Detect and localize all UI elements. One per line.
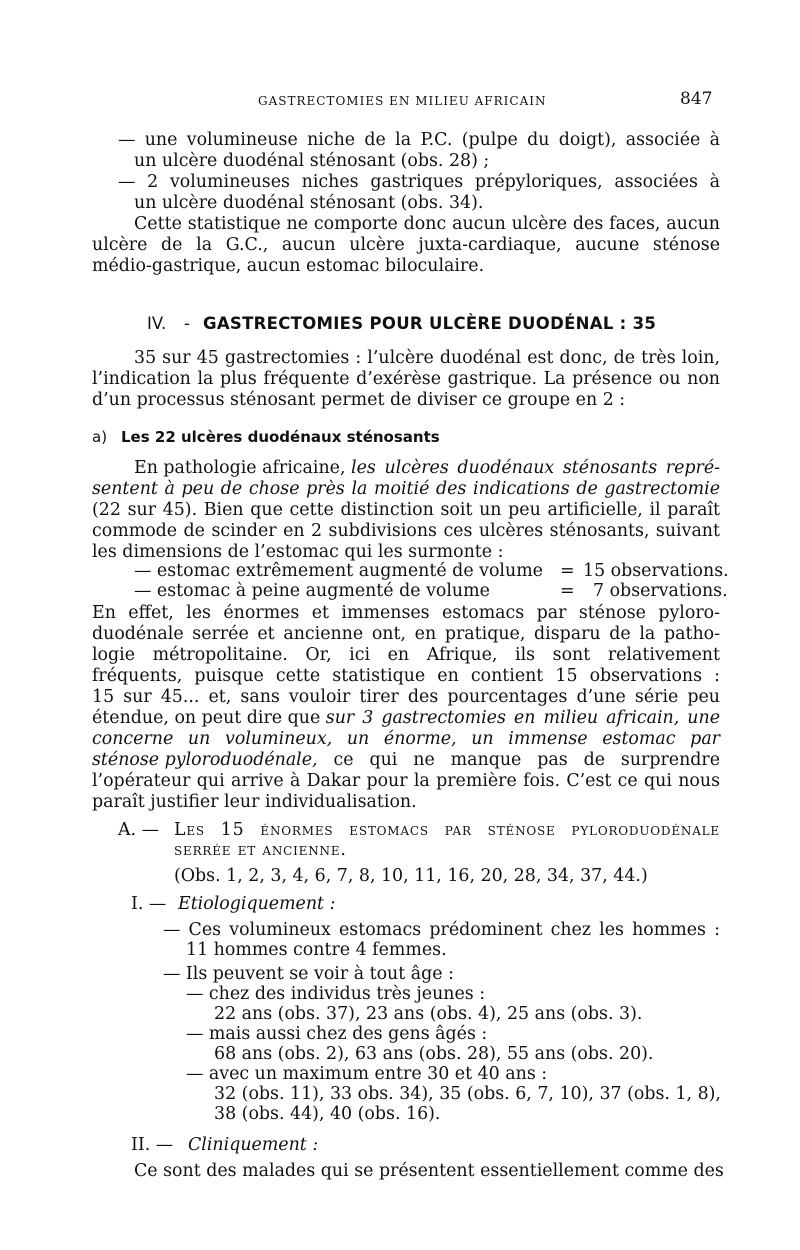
section-i-bullet-1-line-1: — Ces volumineux estomacs prédominent chez les hommes : [163, 920, 720, 940]
section-i-bullet-2-line-1: — Ils peuvent se voir à tout âge : [163, 964, 454, 984]
section-ii-title [188, 1135, 318, 1155]
section-i-title-italic: Etiologiquement : [178, 894, 336, 914]
paragraph-4-line-5: 15 sur 45... et, sans vouloir tirer des pourcentages d’une série peu [92, 687, 720, 707]
paragraph-4-line-9: l’opérateur qui arrive à Dakar pour la première fois. C’est ce qui nous [92, 771, 720, 791]
paragraph-2-line-1: 35 sur 45 gastrectomies : l’ulcère duodénal est donc, de très loin, [134, 348, 720, 368]
paragraph-1-line-3: médio-gastrique, aucun estomac biloculaire. [92, 256, 485, 276]
dimension-row-2-equals: = [560, 581, 575, 601]
paragraph-4-line-2: duodénale serrée et ancienne ont, en pratique, disparu de la patho- [92, 624, 720, 644]
section-i-sub-2-line-2: 68 ans (obs. 2), 63 ans (obs. 28), 55 ans (obs. 20). [214, 1044, 654, 1064]
paragraph-1-line-2: ulcère de la G.C., aucun ulcère juxta-cardiaque, aucune sténose [92, 235, 720, 255]
paragraph-2-line-3: d’un processus sténosant permet de diviser ce groupe en 2 : [92, 390, 626, 410]
dimension-row-1-value: 15 observations. [583, 561, 729, 581]
paragraph-1-line-1: Cette statistique ne comporte donc aucun ulcère des faces, aucun [134, 214, 720, 234]
paragraph-3-line-1-text: En pathologie africaine, [134, 458, 352, 478]
section-i-sub-3-line-1: — avec un maximum entre 30 et 40 ans : [186, 1064, 548, 1084]
intro-item-2-line-2: un ulcère duodénal sténosant (obs. 34). [134, 193, 484, 213]
paragraph-4-line-4: fréquents, puisque cette statistique en contient 15 observations : [92, 666, 720, 686]
section-i-sub-3-line-2: 32 (obs. 11), 33 obs. 34), 35 (obs. 6, 7, 10), 37 (obs. 1, 8), [214, 1084, 721, 1104]
dimension-row-2-value: 7 observations. [593, 581, 728, 601]
intro-item-1-line-2: un ulcère duodénal sténosant (obs. 28) ; [134, 151, 490, 171]
section-ii-label: II. — [131, 1135, 174, 1155]
section-4-dash: - [184, 314, 190, 333]
paragraph-4-line-10: paraît justifier leur individualisation. [92, 792, 417, 812]
paragraph-4-line-8-italic: sténose pyloroduodénale, [92, 750, 318, 770]
paragraph-4-line-6-italic: sur 3 gastrectomies en milieu africain, une [325, 708, 720, 728]
dimension-row-1-equals: = [560, 561, 575, 581]
paragraph-4-line-3: logie métropolitaine. Or, ici en Afrique, ils sont relativement [92, 645, 720, 665]
section-ii-line-1: Ce sont des malades qui se présentent essentiellement comme des [134, 1161, 724, 1181]
paragraph-4-line-6-text: étendue, on peut dire que [92, 708, 326, 728]
paragraph-3-line-1 [134, 458, 720, 478]
paragraph-4-line-6 [92, 708, 720, 728]
paragraph-4-line-8 [92, 750, 720, 770]
dimension-row-2-label: — estomac à peine augmenté de volume [134, 581, 490, 601]
paragraph-4-line-1: En effet, les énormes et immenses estomacs par sténose pyloro- [92, 603, 720, 623]
section-a-observation-list: (Obs. 1, 2, 3, 4, 6, 7, 8, 10, 11, 16, 20, 28, 34, 37, 44.) [174, 866, 648, 886]
subsection-a-title: Les 22 ulcères duodénaux sténosants [121, 428, 440, 446]
paragraph-3-line-5: les dimensions de l’estomac qui les surmonte : [92, 542, 504, 562]
section-i-sub-1-line-1: — chez des individus très jeunes : [186, 984, 486, 1004]
section-ii-title-italic: Cliniquement : [188, 1135, 319, 1155]
subsection-a-letter: a) [92, 428, 108, 446]
paragraph-3-line-1-italic: les ulcères duodénaux sténosants repré- [351, 458, 720, 478]
paragraph-4-line-7-italic: concerne un volumineux, un énorme, un immense estomac par [92, 729, 720, 749]
section-i-label: I. — [131, 894, 167, 914]
paragraph-4-line-7 [92, 729, 720, 749]
section-4-number: IV. [147, 314, 167, 333]
intro-item-2-line-1: — 2 volumineuses niches gastriques prépyloriques, associées à [118, 172, 720, 192]
section-a-label: A. — [118, 820, 160, 840]
section-i-title [178, 894, 335, 914]
section-i-sub-3-line-3: 38 (obs. 44), 40 (obs. 16). [214, 1104, 441, 1124]
paragraph-3-line-4: commode de scinder en 2 subdivisions ces ulcères sténosants, suivant [92, 521, 720, 541]
running-title: GASTRECTOMIES EN MILIEU AFRICAIN [258, 94, 547, 108]
paragraph-3-line-2-italic: sentent à peu de chose près la moitié des indications de gastrectomie [92, 479, 720, 499]
paragraph-2-line-2: l’indication la plus fréquente d’exérèse gastrique. La présence ou non [92, 369, 720, 389]
section-i-bullet-1-line-2: 11 hommes contre 4 femmes. [186, 940, 447, 960]
dimension-row-1-label: — estomac extrêmement augmenté de volume [134, 561, 543, 581]
section-a-title-line-2: serrée et ancienne. [174, 840, 347, 860]
paragraph-3-line-3: (22 sur 45). Bien que cette distinction soit un peu artificielle, il paraît [92, 500, 720, 520]
section-i-sub-1-line-2: 22 ans (obs. 37), 23 ans (obs. 4), 25 ans (obs. 3). [214, 1004, 643, 1024]
section-4-title: GASTRECTOMIES POUR ULCÈRE DUODÉNAL : 35 [203, 314, 657, 333]
paragraph-3-line-2 [92, 479, 720, 499]
paragraph-4-line-8-text: ce qui ne manque pas de surprendre [317, 750, 721, 770]
section-i-sub-2-line-1: — mais aussi chez des gens âgés : [186, 1024, 488, 1044]
page-number: 847 [680, 89, 713, 109]
intro-item-1-line-1: — une volumineuse niche de la P.C. (pulpe du doigt), associée à [118, 130, 720, 150]
section-a-title-line-1: Les 15 énormes estomacs par sténose pyloroduodénale [174, 820, 720, 840]
